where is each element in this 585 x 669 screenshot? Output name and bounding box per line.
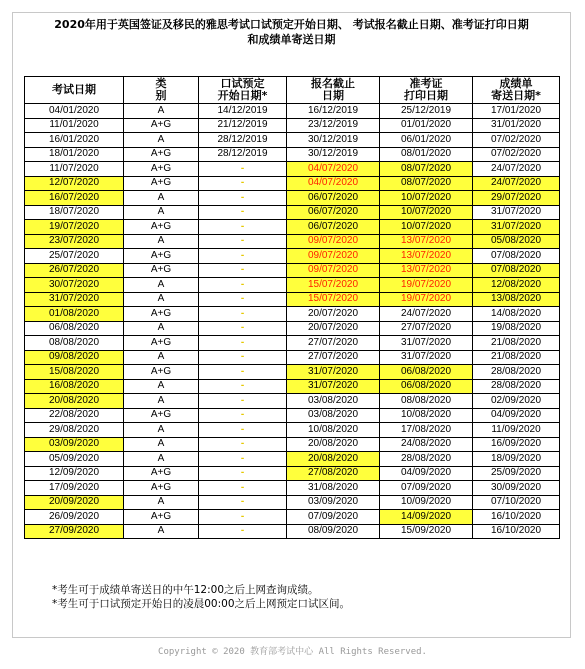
cell-send-date: 02/09/2020 xyxy=(473,394,560,409)
cell-type: A+G xyxy=(124,336,199,351)
cell-send-date: 24/07/2020 xyxy=(473,176,560,191)
cell-print-date: 28/08/2020 xyxy=(380,452,473,467)
cell-type: A xyxy=(124,191,199,206)
cell-oral-start: 28/12/2019 xyxy=(199,147,287,162)
cell-exam-date: 03/09/2020 xyxy=(25,437,124,452)
table-row xyxy=(25,162,560,177)
header-registration-deadline: 报名截止 日期 xyxy=(287,77,380,104)
cell-type: A+G xyxy=(124,220,199,235)
cell-type: A+G xyxy=(124,466,199,481)
cell-exam-date: 11/01/2020 xyxy=(25,118,124,133)
cell-exam-date: 12/09/2020 xyxy=(25,466,124,481)
cell-deadline: 20/08/2020 xyxy=(287,437,380,452)
cell-exam-date: 15/08/2020 xyxy=(25,365,124,380)
cell-exam-date: 06/08/2020 xyxy=(25,321,124,336)
table-row xyxy=(25,379,560,394)
cell-deadline: 31/08/2020 xyxy=(287,481,380,496)
table-row xyxy=(25,321,560,336)
cell-deadline: 03/08/2020 xyxy=(287,408,380,423)
cell-deadline: 04/07/2020 xyxy=(287,162,380,177)
cell-exam-date: 18/07/2020 xyxy=(25,205,124,220)
cell-deadline: 20/07/2020 xyxy=(287,321,380,336)
page-title xyxy=(12,17,571,47)
cell-send-date: 18/09/2020 xyxy=(473,452,560,467)
cell-exam-date: 30/07/2020 xyxy=(25,278,124,293)
cell-type: A+G xyxy=(124,307,199,322)
cell-print-date: 06/01/2020 xyxy=(380,133,473,148)
cell-type: A+G xyxy=(124,365,199,380)
table-row xyxy=(25,365,560,380)
cell-send-date: 24/07/2020 xyxy=(473,162,560,177)
cell-oral-start: - xyxy=(199,423,287,438)
footnotes xyxy=(52,583,350,611)
table-row xyxy=(25,481,560,496)
cell-type: A xyxy=(124,321,199,336)
cell-send-date: 11/09/2020 xyxy=(473,423,560,438)
cell-type: A xyxy=(124,394,199,409)
cell-type: A xyxy=(124,437,199,452)
cell-deadline: 06/07/2020 xyxy=(287,205,380,220)
cell-exam-date: 05/09/2020 xyxy=(25,452,124,467)
cell-send-date: 16/10/2020 xyxy=(473,524,560,539)
cell-print-date: 13/07/2020 xyxy=(380,263,473,278)
cell-type: A xyxy=(124,292,199,307)
footnote-results: *考生可于成绩单寄送日的中午12:00之后上网查询成绩。 xyxy=(52,584,319,596)
cell-send-date: 16/10/2020 xyxy=(473,510,560,525)
cell-oral-start: - xyxy=(199,321,287,336)
cell-print-date: 08/07/2020 xyxy=(380,162,473,177)
cell-type: A+G xyxy=(124,147,199,162)
cell-deadline: 27/07/2020 xyxy=(287,336,380,351)
cell-oral-start: - xyxy=(199,292,287,307)
cell-print-date: 25/12/2019 xyxy=(380,104,473,119)
cell-oral-start: 28/12/2019 xyxy=(199,133,287,148)
cell-type: A+G xyxy=(124,510,199,525)
table-row xyxy=(25,234,560,249)
cell-oral-start: - xyxy=(199,466,287,481)
header-admission-print: 准考证 打印日期 xyxy=(380,77,473,104)
cell-oral-start: - xyxy=(199,495,287,510)
cell-exam-date: 19/07/2020 xyxy=(25,220,124,235)
cell-type: A xyxy=(124,495,199,510)
table-row xyxy=(25,292,560,307)
cell-type: A+G xyxy=(124,118,199,133)
copyright-text: Copyright © 2020 教育部考试中心 All Rights Reserved. xyxy=(158,647,427,657)
cell-send-date: 07/02/2020 xyxy=(473,133,560,148)
cell-type: A+G xyxy=(124,162,199,177)
cell-send-date: 13/08/2020 xyxy=(473,292,560,307)
cell-deadline: 30/12/2019 xyxy=(287,133,380,148)
cell-type: A+G xyxy=(124,481,199,496)
cell-exam-date: 31/07/2020 xyxy=(25,292,124,307)
cell-print-date: 14/09/2020 xyxy=(380,510,473,525)
cell-oral-start: - xyxy=(199,205,287,220)
cell-deadline: 15/07/2020 xyxy=(287,278,380,293)
table-row xyxy=(25,147,560,162)
cell-send-date: 05/08/2020 xyxy=(473,234,560,249)
cell-send-date: 17/01/2020 xyxy=(473,104,560,119)
cell-print-date: 19/07/2020 xyxy=(380,278,473,293)
cell-print-date: 10/07/2020 xyxy=(380,205,473,220)
cell-oral-start: - xyxy=(199,220,287,235)
cell-oral-start: - xyxy=(199,524,287,539)
cell-deadline: 27/08/2020 xyxy=(287,466,380,481)
title-line-1: 2020年用于英国签证及移民的雅思考试口试预定开始日期、 考试报名截止日期、准考证打印日期 xyxy=(54,18,529,31)
cell-print-date: 19/07/2020 xyxy=(380,292,473,307)
cell-exam-date: 16/07/2020 xyxy=(25,191,124,206)
cell-type: A xyxy=(124,423,199,438)
cell-exam-date: 27/09/2020 xyxy=(25,524,124,539)
cell-type: A xyxy=(124,133,199,148)
cell-type: A xyxy=(124,452,199,467)
cell-oral-start: 21/12/2019 xyxy=(199,118,287,133)
cell-deadline: 16/12/2019 xyxy=(287,104,380,119)
footnote-oral-booking: *考生可于口试预定开始日的凌晨00:00之后上网预定口试区间。 xyxy=(52,598,351,610)
cell-exam-date: 18/01/2020 xyxy=(25,147,124,162)
cell-deadline: 31/07/2020 xyxy=(287,365,380,380)
table-row xyxy=(25,408,560,423)
header-oral-start: 口试预定 开始日期* xyxy=(199,77,287,104)
table-row xyxy=(25,263,560,278)
table-row xyxy=(25,307,560,322)
table-row xyxy=(25,524,560,539)
cell-print-date: 06/08/2020 xyxy=(380,379,473,394)
title-line-2: 和成绩单寄送日期 xyxy=(247,33,336,46)
cell-type: A xyxy=(124,278,199,293)
cell-exam-date: 11/07/2020 xyxy=(25,162,124,177)
cell-send-date: 29/07/2020 xyxy=(473,191,560,206)
cell-type: A+G xyxy=(124,263,199,278)
cell-oral-start: - xyxy=(199,365,287,380)
cell-type: A xyxy=(124,205,199,220)
cell-send-date: 25/09/2020 xyxy=(473,466,560,481)
cell-exam-date: 08/08/2020 xyxy=(25,336,124,351)
table-row xyxy=(25,394,560,409)
header-type: 类 别 xyxy=(124,77,199,104)
cell-oral-start: - xyxy=(199,249,287,264)
cell-print-date: 07/09/2020 xyxy=(380,481,473,496)
table-row xyxy=(25,452,560,467)
cell-send-date: 31/07/2020 xyxy=(473,205,560,220)
cell-type: A xyxy=(124,350,199,365)
cell-send-date: 14/08/2020 xyxy=(473,307,560,322)
cell-oral-start: - xyxy=(199,452,287,467)
header-exam-date: 考试日期 xyxy=(25,77,124,104)
cell-send-date: 28/08/2020 xyxy=(473,365,560,380)
cell-print-date: 15/09/2020 xyxy=(380,524,473,539)
cell-deadline: 20/07/2020 xyxy=(287,307,380,322)
cell-exam-date: 16/08/2020 xyxy=(25,379,124,394)
cell-deadline: 20/08/2020 xyxy=(287,452,380,467)
cell-print-date: 13/07/2020 xyxy=(380,249,473,264)
table-row xyxy=(25,249,560,264)
cell-oral-start: - xyxy=(199,510,287,525)
cell-deadline: 09/07/2020 xyxy=(287,234,380,249)
cell-deadline: 10/08/2020 xyxy=(287,423,380,438)
cell-exam-date: 22/08/2020 xyxy=(25,408,124,423)
cell-print-date: 17/08/2020 xyxy=(380,423,473,438)
table-row xyxy=(25,437,560,452)
cell-print-date: 24/07/2020 xyxy=(380,307,473,322)
cell-send-date: 19/08/2020 xyxy=(473,321,560,336)
cell-oral-start: - xyxy=(199,263,287,278)
cell-deadline: 03/09/2020 xyxy=(287,495,380,510)
cell-send-date: 12/08/2020 xyxy=(473,278,560,293)
cell-deadline: 07/09/2020 xyxy=(287,510,380,525)
table-row xyxy=(25,176,560,191)
table-row xyxy=(25,191,560,206)
cell-oral-start: - xyxy=(199,336,287,351)
table-row xyxy=(25,278,560,293)
cell-send-date: 07/02/2020 xyxy=(473,147,560,162)
cell-deadline: 04/07/2020 xyxy=(287,176,380,191)
cell-oral-start: - xyxy=(199,437,287,452)
table-row xyxy=(25,350,560,365)
cell-print-date: 08/08/2020 xyxy=(380,394,473,409)
cell-print-date: 10/07/2020 xyxy=(380,220,473,235)
cell-exam-date: 16/01/2020 xyxy=(25,133,124,148)
table-row xyxy=(25,510,560,525)
cell-oral-start: - xyxy=(199,307,287,322)
table-row xyxy=(25,118,560,133)
cell-deadline: 08/09/2020 xyxy=(287,524,380,539)
cell-print-date: 06/08/2020 xyxy=(380,365,473,380)
cell-type: A+G xyxy=(124,249,199,264)
cell-deadline: 03/08/2020 xyxy=(287,394,380,409)
table-row xyxy=(25,205,560,220)
cell-oral-start: - xyxy=(199,191,287,206)
schedule-table xyxy=(24,76,560,539)
cell-exam-date: 26/09/2020 xyxy=(25,510,124,525)
cell-exam-date: 23/07/2020 xyxy=(25,234,124,249)
cell-type: A xyxy=(124,379,199,394)
cell-oral-start: - xyxy=(199,350,287,365)
cell-send-date: 07/08/2020 xyxy=(473,249,560,264)
header-result-send: 成绩单 寄送日期* xyxy=(473,77,560,104)
table-row xyxy=(25,133,560,148)
cell-type: A+G xyxy=(124,176,199,191)
cell-type: A xyxy=(124,104,199,119)
cell-exam-date: 20/09/2020 xyxy=(25,495,124,510)
table-row xyxy=(25,423,560,438)
cell-oral-start: - xyxy=(199,394,287,409)
cell-print-date: 10/09/2020 xyxy=(380,495,473,510)
cell-send-date: 30/09/2020 xyxy=(473,481,560,496)
cell-send-date: 28/08/2020 xyxy=(473,379,560,394)
cell-exam-date: 01/08/2020 xyxy=(25,307,124,322)
cell-oral-start: - xyxy=(199,278,287,293)
cell-exam-date: 17/09/2020 xyxy=(25,481,124,496)
cell-deadline: 06/07/2020 xyxy=(287,191,380,206)
cell-send-date: 07/08/2020 xyxy=(473,263,560,278)
cell-print-date: 10/08/2020 xyxy=(380,408,473,423)
cell-type: A xyxy=(124,524,199,539)
cell-oral-start: - xyxy=(199,176,287,191)
cell-print-date: 10/07/2020 xyxy=(380,191,473,206)
cell-send-date: 31/07/2020 xyxy=(473,220,560,235)
table-row xyxy=(25,466,560,481)
table-row xyxy=(25,104,560,119)
cell-exam-date: 26/07/2020 xyxy=(25,263,124,278)
cell-deadline: 09/07/2020 xyxy=(287,263,380,278)
cell-oral-start: - xyxy=(199,162,287,177)
cell-exam-date: 25/07/2020 xyxy=(25,249,124,264)
cell-send-date: 31/01/2020 xyxy=(473,118,560,133)
cell-exam-date: 04/01/2020 xyxy=(25,104,124,119)
header-row xyxy=(25,77,560,104)
cell-exam-date: 20/08/2020 xyxy=(25,394,124,409)
table-row xyxy=(25,495,560,510)
cell-oral-start: - xyxy=(199,234,287,249)
cell-send-date: 21/08/2020 xyxy=(473,336,560,351)
cell-type: A+G xyxy=(124,408,199,423)
cell-print-date: 08/07/2020 xyxy=(380,176,473,191)
cell-oral-start: - xyxy=(199,481,287,496)
cell-deadline: 09/07/2020 xyxy=(287,249,380,264)
cell-send-date: 04/09/2020 xyxy=(473,408,560,423)
cell-print-date: 27/07/2020 xyxy=(380,321,473,336)
cell-send-date: 07/10/2020 xyxy=(473,495,560,510)
cell-deadline: 30/12/2019 xyxy=(287,147,380,162)
cell-type: A xyxy=(124,234,199,249)
cell-send-date: 21/08/2020 xyxy=(473,350,560,365)
cell-exam-date: 09/08/2020 xyxy=(25,350,124,365)
cell-print-date: 31/07/2020 xyxy=(380,336,473,351)
cell-deadline: 06/07/2020 xyxy=(287,220,380,235)
cell-exam-date: 29/08/2020 xyxy=(25,423,124,438)
cell-deadline: 27/07/2020 xyxy=(287,350,380,365)
table-row xyxy=(25,336,560,351)
cell-send-date: 16/09/2020 xyxy=(473,437,560,452)
cell-oral-start: 14/12/2019 xyxy=(199,104,287,119)
cell-print-date: 24/08/2020 xyxy=(380,437,473,452)
cell-deadline: 31/07/2020 xyxy=(287,379,380,394)
cell-oral-start: - xyxy=(199,379,287,394)
cell-deadline: 23/12/2019 xyxy=(287,118,380,133)
cell-oral-start: - xyxy=(199,408,287,423)
cell-print-date: 13/07/2020 xyxy=(380,234,473,249)
cell-exam-date: 12/07/2020 xyxy=(25,176,124,191)
cell-print-date: 01/01/2020 xyxy=(380,118,473,133)
cell-print-date: 04/09/2020 xyxy=(380,466,473,481)
table-row xyxy=(25,220,560,235)
cell-print-date: 31/07/2020 xyxy=(380,350,473,365)
cell-deadline: 15/07/2020 xyxy=(287,292,380,307)
cell-print-date: 08/01/2020 xyxy=(380,147,473,162)
